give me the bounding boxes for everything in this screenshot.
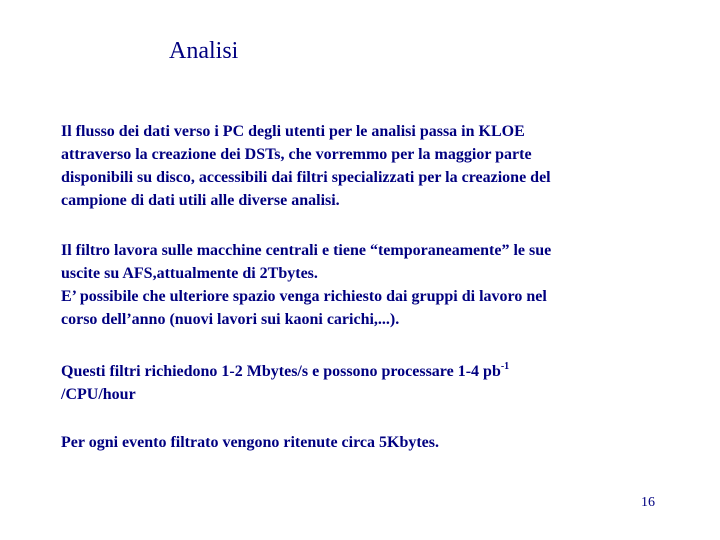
- paragraph-line: [61, 360, 701, 383]
- paragraph-line: /CPU/hour: [61, 386, 136, 403]
- paragraph-line: corso dell’anno (nuovi lavori sui kaoni carichi,...).: [61, 311, 400, 328]
- page-number: 16: [641, 495, 655, 510]
- rate-exponent: -1: [500, 361, 510, 372]
- paragraph-filter-storage: [61, 239, 701, 331]
- rate-text: Questi filtri richiedono 1-2 Mbytes/s e possono processare 1-4 pb: [61, 363, 501, 380]
- paragraph-filter-rates: [61, 360, 701, 406]
- paragraph-line: Il flusso dei dati verso i PC degli utenti per le analisi passa in KLOE: [61, 123, 525, 140]
- paragraph-data-flow: [61, 120, 701, 212]
- paragraph-line: uscite su AFS,attualmente di 2Tbytes.: [61, 265, 318, 282]
- paragraph-line: campione di dati utili alle diverse analisi.: [61, 192, 340, 209]
- paragraph-event-size: [61, 431, 701, 454]
- paragraph-line: disponibili su disco, accessibili dai filtri specializzati per la creazione del: [61, 169, 551, 186]
- paragraph-line: Per ogni evento filtrato vengono ritenute circa 5Kbytes.: [61, 434, 439, 451]
- paragraph-line: attraverso la creazione dei DSTs, che vorremmo per la maggior parte: [61, 146, 532, 163]
- paragraph-line: Il filtro lavora sulle macchine centrali e tiene “temporaneamente” le sue: [61, 242, 552, 259]
- slide-title: Analisi: [169, 38, 239, 64]
- paragraph-line: E’ possibile che ulteriore spazio venga richiesto dai gruppi di lavoro nel: [61, 288, 547, 305]
